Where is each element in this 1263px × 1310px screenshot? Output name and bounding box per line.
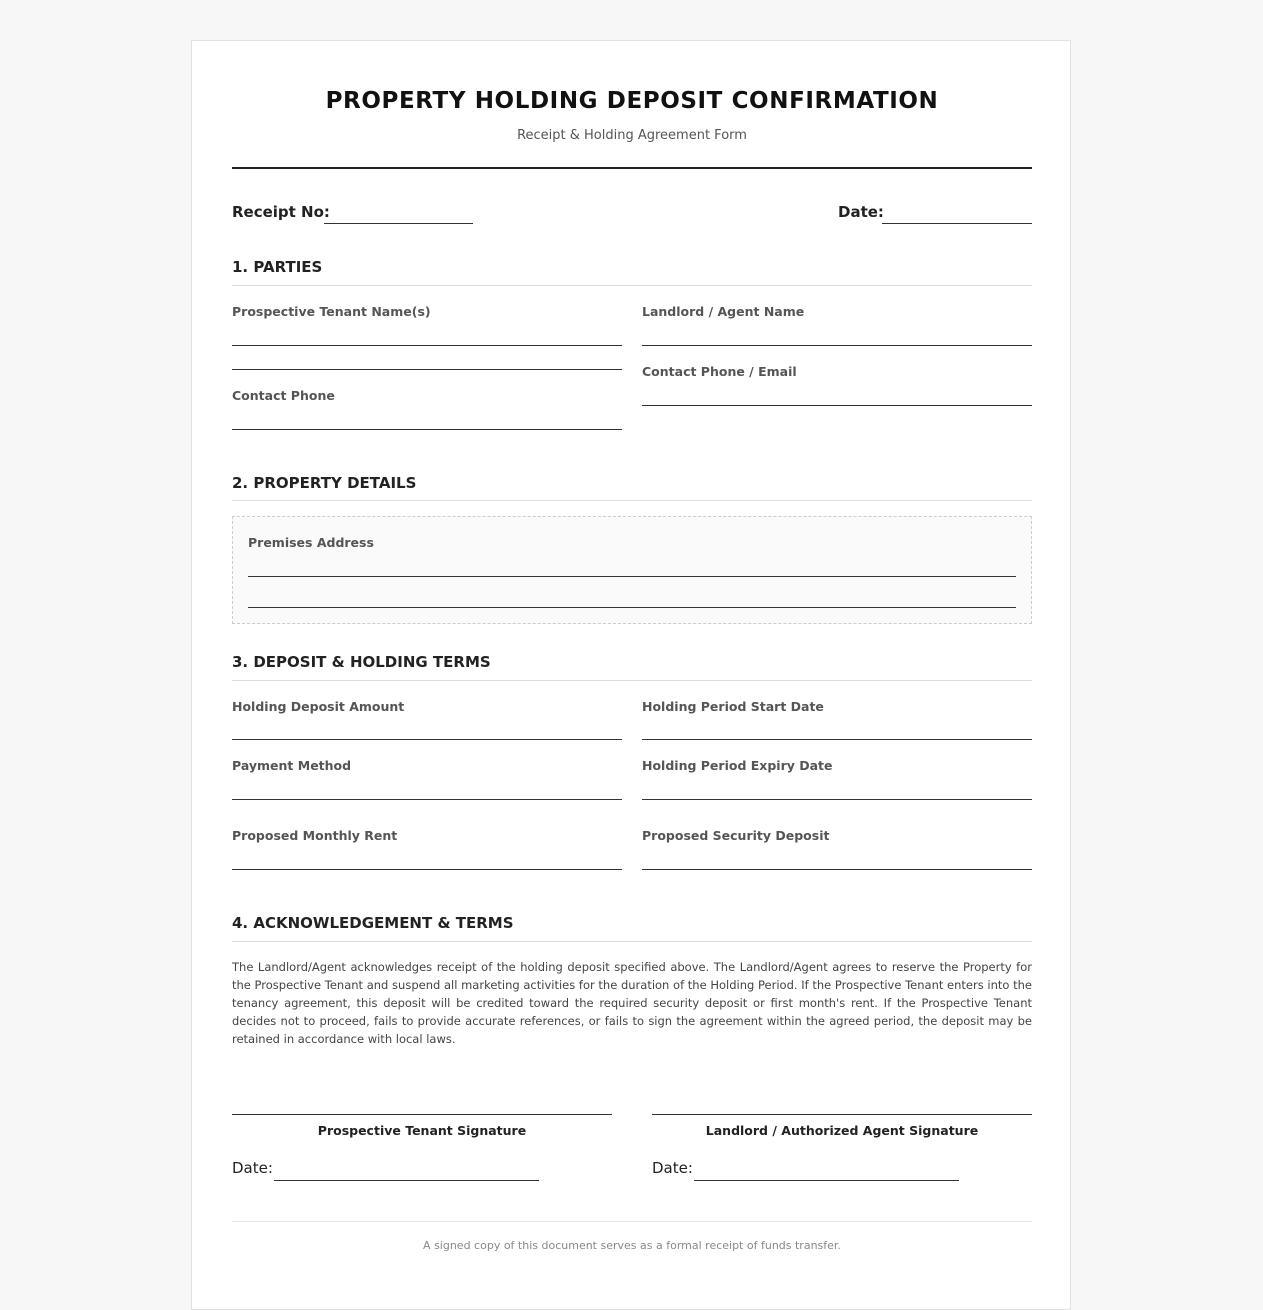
monthly-rent-field[interactable] xyxy=(232,869,622,870)
landlord-contact-label: Contact Phone / Email xyxy=(642,364,797,379)
tenant-signature-label: Prospective Tenant Signature xyxy=(317,1123,527,1138)
landlord-signature-date-field[interactable] xyxy=(694,1180,959,1181)
receipt-number-label: Receipt No: xyxy=(232,203,330,221)
footer-note: A signed copy of this document serves as a formal receipt of funds transfer. xyxy=(423,1239,841,1252)
document-date-field[interactable] xyxy=(882,223,1032,224)
document-date-label: Date: xyxy=(838,203,884,221)
tenant-signature-date-field[interactable] xyxy=(274,1180,539,1181)
premises-address-field[interactable] xyxy=(248,576,1016,577)
premises-address-field-line-2[interactable] xyxy=(248,607,1016,608)
payment-method-label: Payment Method xyxy=(232,758,352,773)
tenant-phone-label: Contact Phone xyxy=(232,388,335,403)
landlord-name-label: Landlord / Agent Name xyxy=(642,304,805,319)
landlord-contact-field[interactable] xyxy=(642,405,1032,406)
tenant-name-field-line-2[interactable] xyxy=(232,369,622,370)
holding-expiry-field[interactable] xyxy=(642,799,1032,800)
tenant-signature-field[interactable] xyxy=(232,1114,612,1115)
section-deposit-heading: 3. DEPOSIT & HOLDING TERMS xyxy=(232,653,491,671)
tenant-signature-date-label: Date: xyxy=(232,1159,273,1177)
monthly-rent-label: Proposed Monthly Rent xyxy=(232,828,398,843)
payment-method-field[interactable] xyxy=(232,799,622,800)
security-deposit-field[interactable] xyxy=(642,869,1032,870)
header-divider xyxy=(232,167,1032,169)
premises-address-label: Premises Address xyxy=(248,535,374,550)
holding-start-field[interactable] xyxy=(642,739,1032,740)
tenant-name-field[interactable] xyxy=(232,345,622,346)
receipt-number-field[interactable] xyxy=(324,223,473,224)
section-parties-heading: 1. PARTIES xyxy=(232,258,323,276)
holding-start-label: Holding Period Start Date xyxy=(642,699,824,714)
landlord-signature-date-label: Date: xyxy=(652,1159,693,1177)
section-acknowledgement-heading: 4. ACKNOWLEDGEMENT & TERMS xyxy=(232,914,514,932)
deposit-amount-field[interactable] xyxy=(232,739,622,740)
document-sheet xyxy=(191,40,1071,1310)
footer-divider xyxy=(232,1221,1032,1222)
deposit-amount-label: Holding Deposit Amount xyxy=(232,699,405,714)
document-subtitle: Receipt & Holding Agreement Form xyxy=(517,128,747,143)
section-parties-divider xyxy=(232,285,1032,286)
section-property-divider xyxy=(232,500,1032,501)
security-deposit-label: Proposed Security Deposit xyxy=(642,828,830,843)
acknowledgement-text: The Landlord/Agent acknowledges receipt of the holding deposit specified above. The Landlord/Agent agrees to reserve the Property for the Prospective Tenant and suspend all marketing activities for the duration of the Holding Period. If the Prospective Tenant enters into the tenancy agreement, this deposit will be credited toward the required security deposit or first month's rent. If the Prospective Tenant decides not to proceed, fails to provide accurate references, or fails to sign the agreement within the agreed period, the deposit may be retained in accordance with local laws. xyxy=(232,960,1032,1046)
landlord-signature-field[interactable] xyxy=(652,1114,1032,1115)
landlord-signature-label: Landlord / Authorized Agent Signature xyxy=(705,1123,979,1138)
premises-address-box xyxy=(232,516,1032,624)
section-property-heading: 2. PROPERTY DETAILS xyxy=(232,474,417,492)
tenant-name-label: Prospective Tenant Name(s) xyxy=(232,304,431,319)
landlord-name-field[interactable] xyxy=(642,345,1032,346)
section-acknowledgement-divider xyxy=(232,941,1032,942)
holding-expiry-label: Holding Period Expiry Date xyxy=(642,758,833,773)
section-deposit-divider xyxy=(232,680,1032,681)
document-title: PROPERTY HOLDING DEPOSIT CONFIRMATION xyxy=(325,88,939,114)
tenant-phone-field[interactable] xyxy=(232,429,622,430)
